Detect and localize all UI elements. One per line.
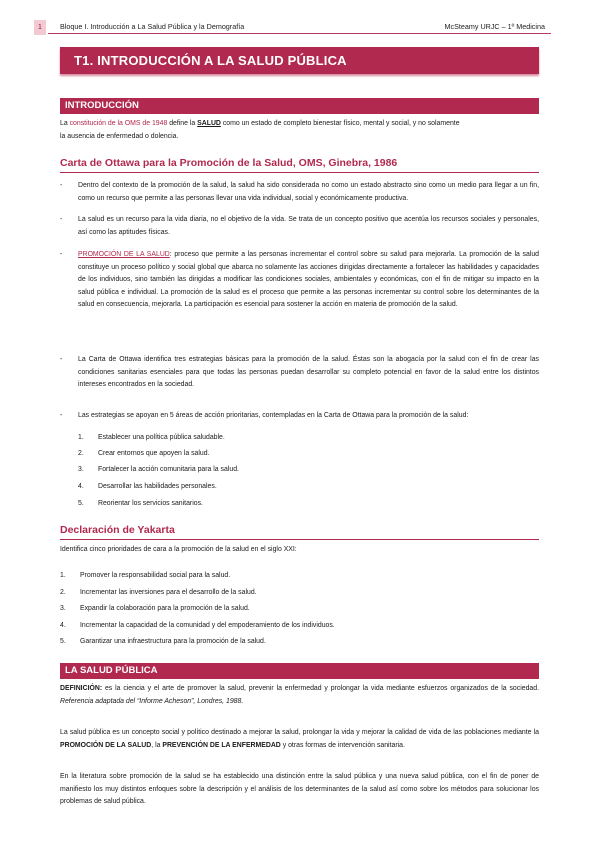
subsection-heading-yakarta: Declaración de Yakarta [60, 524, 175, 536]
header-author: McSteamy URJC – 1º Medicina [444, 22, 545, 31]
salud-term: SALUD [197, 120, 221, 127]
nueva-salud-publica-paragraph: En la literatura sobre promoción de la salud se ha establecido una distinción entre la salud pública y una nueva salud pública, con el fin de poner de manifiesto los muy distintos enfoques sobre la descripción y el análisis de los determinantes de la salud así como sobre los métodos para solucionar los problemas de salud pública. [60, 773, 539, 805]
definition-paragraph: DEFINICIÓN: es la ciencia y el arte de promover la salud, prevenir la enfermedad y prolongar la vida mediante esfuerzos organizados de la sociedad. Referencia adaptada del “Informe Acheson”, Londres, 1988. [60, 685, 539, 705]
promocion-salud-term[interactable]: PROMOCIÓN DE LA SALUD [78, 251, 170, 258]
header-divider [48, 33, 551, 34]
page-title: T1. INTRODUCCIÓN A LA SALUD PÚBLICA [74, 53, 347, 68]
section-heading-salud-publica [60, 663, 539, 679]
section-heading-introduccion [60, 98, 539, 114]
subsection-heading-ottawa: Carta de Ottawa para la Promoción de la Salud, OMS, Ginebra, 1986 [60, 157, 398, 169]
intro-paragraph: La constitución de la OMS de 1948 define la SALUD como un estado de completo bienestar físico, mental y social, y no solamente la ausencia de enfermedad o dolencia. [60, 120, 460, 140]
page-number: 1 [34, 20, 46, 35]
page-title-banner [60, 47, 539, 74]
yakarta-intro: Identifica cinco prioridades de cara a la promoción de la salud en el siglo XXI: [60, 546, 297, 553]
oms-link[interactable]: constitución de la OMS de 1948 [69, 120, 168, 127]
definition-label: DEFINICIÓN: [60, 685, 103, 692]
salud-publica-paragraph: La salud pública es un concepto social y político destinado a mejorar la salud, prolongar la vida y mejorar la calidad de vida de las poblaciones mediante la PROMOCIÓN DE LA SALUD, la PREVENCIÓN DE LA ENFERMEDAD y otras formas de intervención sanitaria. [60, 729, 539, 749]
definition-reference: Referencia adaptada del “Informe Acheson”, Londres, 1988. [60, 697, 244, 705]
subsection-underline [60, 539, 539, 540]
header-block-title: Bloque I. Introducción a La Salud Pública y la Demografía [60, 22, 245, 31]
section-heading-label: INTRODUCCIÓN [65, 100, 139, 111]
document-page: 1 Bloque I. Introducción a La Salud Pública y la Demografía McSteamy URJC – 1º Medicina T1. INTRODUCCIÓN A LA SALUD PÚBLICA INTRODUCCIÓN La constitución de la OMS de 1948 define la SALUD como un estado de completo bienestar físico, mental y social, y no solamente la ausencia de enfermedad o dolencia. Carta de Ottawa para la Promoción de la Salud, OMS, Ginebra, 1986 - Dentro del contexto de la promoción de la salud, la salud ha sido considerada no como un estado abstracto sino como un medio para llegar a un fin, como un recurso que permite a las personas llevar una vida individual, social y económicamente productiva. - La salud es un recurso para la vida diaria, no el objetivo de la vida. Se trata de un concepto positivo que acentúa los recursos sociales y personales, así como las aptitudes físicas. - PROMOCIÓN DE LA SALUD: proceso que permite a las personas incrementar el control sobre su salud para mejorarla. La promoción de la salud constituye un proceso político y social global que abarca no solamente las acciones dirigidas directamente a fortalecer las habilidades y capacidades de los individuos, sino también las dirigidas a modificar las condiciones sociales, ambientales y económicas, con el fin de mitigar su impacto en la salud pública e individual. La promoción de la salud es el proceso que permite a las personas incrementar su control sobre los determinantes de la salud en consecuencia, mejorarla. La participación es esencial para sostener la acción en materia de promoción de la salud. - La Carta de Ottawa identifica tres estrategias básicas para la promoción de la salud. Éstas son la abogacía por la salud con el fin de crear las condiciones sanitarias esenciales para que todas las personas puedan desarrollar su completo potencial en favor de la salud entre los distintos intereses encontrados en la sociedad. - Las estrategias se apoyan en 5 áreas de acción prioritarias, contempladas en la Carta de Ottawa para la promoción de la salud: 1. Establecer una política pública saludable. 2. Crear entornos que apoyen la salud. 3. Fortalecer la acción comunitaria para la salud. 4. Desarrollar las habilidades personales. 5. Reorientar los servicios sanitarios. Declaración de Yakarta Identifica cinco prioridades de cara a la promoción de la salud en el siglo XXI: 1. Promover la responsabilidad social para la salud. 2. Incrementar las inversiones para el desarrollo de la salud. 3. Expandir la colaboración para la promoción de la salud. 4. Incrementar la capacidad de la comunidad y del empoderamiento de los individuos. 5. Garantizar una infraestructura para la promoción de la salud. LA SALUD PÚBLICA DEFINICIÓN: es la ciencia y el arte de promover la salud, prevenir la enfermedad y prolongar la vida mediante esfuerzos organizados de la sociedad. Referencia adaptada del “Informe Acheson”, Londres, 1988. La salud pública es un concepto social y político destinado a mejorar la salud, prolongar la vida y mejorar la calidad de vida de las poblaciones mediante la PROMOCIÓN DE LA SALUD, la PREVENCIÓN DE LA ENFERMEDAD y otras formas de intervención sanitaria. En la literatura sobre promoción de la salud se ha establecido una distinción entre la salud pública y una nueva salud pública, con el fin de poner de manifiesto los muy distintos enfoques sobre la descripción y el análisis de los determinantes de la salud así como sobre los métodos para solucionar los problemas de salud pública. [0, 0, 599, 848]
section-heading-label: LA SALUD PÚBLICA [65, 665, 158, 676]
subsection-underline [60, 172, 539, 173]
